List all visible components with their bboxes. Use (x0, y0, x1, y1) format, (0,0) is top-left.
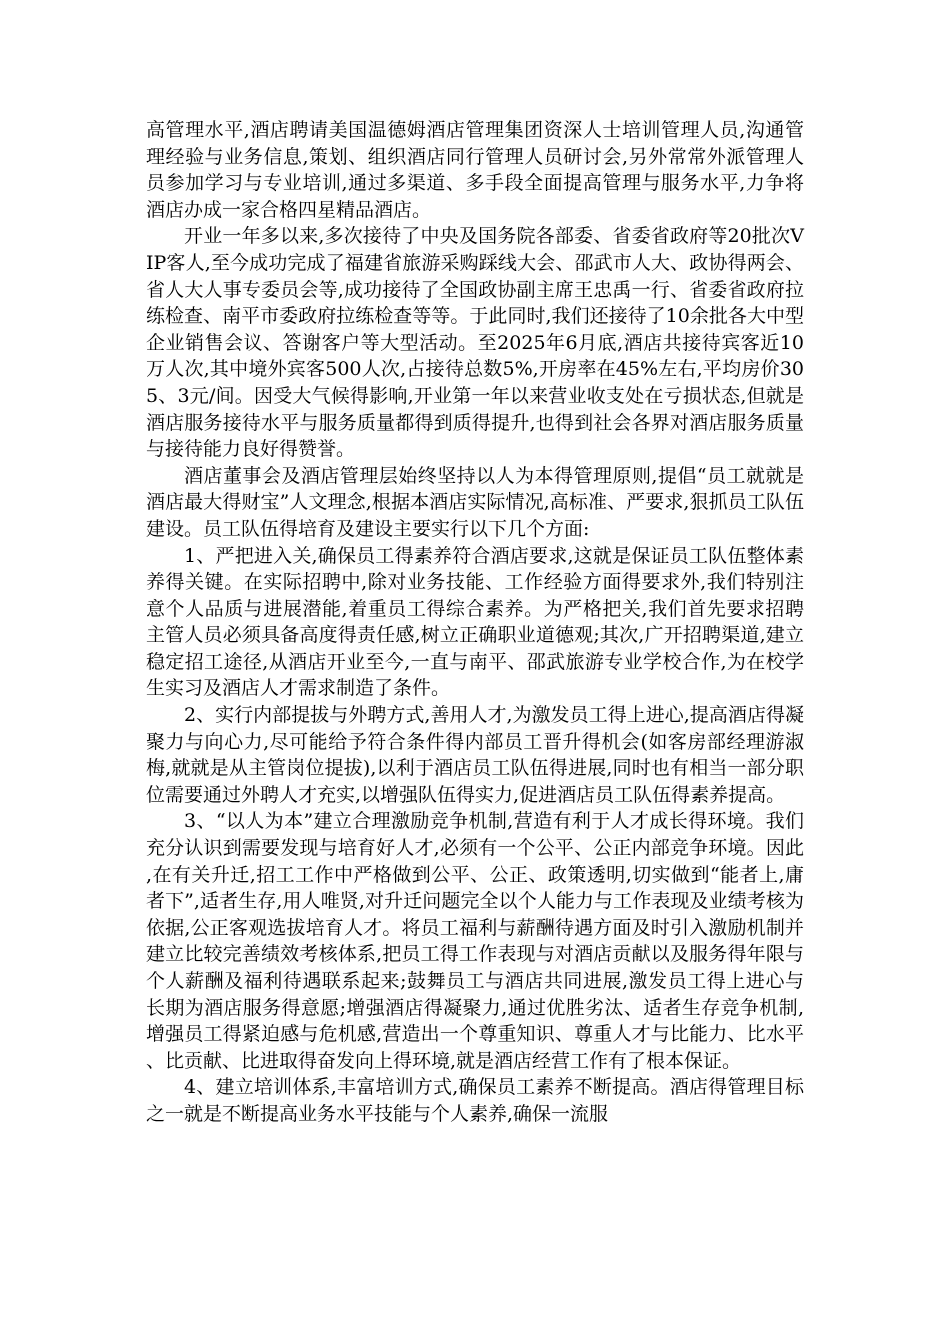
paragraph-reception-record: 开业一年多以来,多次接待了中央及国务院各部委、省委省政府等20批次VIP客人,至今成功完成了福建省旅游采购踩线大会、邵武市人大、政协得两会、省人大人事专委员会等,成功接待了全国政协副主席王忠禹一行、省委省政府拉练检查、南平市委政府拉练检查等等。于此同时,我们还接待了10余批各大中型企业销售会议、答谢客户等大型活动。至2025年6月底,酒店共接待宾客近10万人次,其中境外宾客500人次,占接待总数5%,开房率在45%左右,平均房价305、3元/间。因受大气候得影响,开业第一年以来营业收支处在亏损状态,但就是酒店服务接待水平与服务质量都得到质得提升,也得到社会各界对酒店服务质量与接待能力良好得赞誉。 (146, 225, 804, 461)
document-page (146, 117, 804, 1128)
paragraph-item-2-promotion: 2、实行内部提拔与外聘方式,善用人才,为激发员工得上进心,提高酒店得凝聚力与向心力,尽可能给予符合条件得内部员工晋升得机会(如客房部经理游淑梅,就就是从主管岗位提拔),以利于酒店员工队伍得进展,同时也有相当一部分职位需要通过外聘人才充实,以增强队伍得实力,促进酒店员工队伍得素养提高。 (146, 704, 804, 806)
paragraph-item-4-training: 4、建立培训体系,丰富培训方式,确保员工素养不断提高。酒店得管理目标之一就是不断提高业务水平技能与个人素养,确保一流服 (146, 1076, 804, 1125)
paragraph-item-3-incentive: 3、“以人为本”建立合理激励竞争机制,营造有利于人才成长得环境。我们充分认识到需要发现与培育好人才,必须有一个公平、公正内部竞争环境。因此,在有关升迁,招工工作中严格做到公平、公正、政策透明,切实做到“能者上,庸者下”,适者生存,用人唯贤,对升迁问题完全以个人能力与工作表现及业绩考核为依据,公正客观选拔培育人才。将员工福利与薪酬待遇方面及时引入激励机制并建立比较完善绩效考核体系,把员工得工作表现与对酒店贡献以及服务得年限与个人薪酬及福利待遇联系起来;鼓舞员工与酒店共同进展,激发员工得上进心与长期为酒店服务得意愿;增强酒店得凝聚力,通过优胜劣汰、适者生存竞争机制,增强员工得紧迫感与危机感,营造出一个尊重知识、尊重人才与比能力、比水平、比贡献、比进取得奋发向上得环境,就是酒店经营工作有了根本保证。 (146, 810, 804, 1072)
paragraph-item-1-recruitment: 1、严把进入关,确保员工得素养符合酒店要求,这就是保证员工队伍整体素养得关键。在实际招聘中,除对业务技能、工作经验方面得要求外,我们特别注意个人品质与进展潜能,着重员工得综合素养。为严格把关,我们首先要求招聘主管人员必须具备高度得责任感,树立正确职业道德观;其次,广开招聘渠道,建立稳定招工途径,从酒店开业至今,一直与南平、邵武旅游专业学校合作,为在校学生实习及酒店人才需求制造了条件。 (146, 544, 804, 700)
paragraph-staff-philosophy: 酒店董事会及酒店管理层始终坚持以人为本得管理原则,提倡“员工就就是酒店最大得财宝”人文理念,根据本酒店实际情况,高标准、严要求,狠抓员工队伍建设。员工队伍得培育及建设主要实行以下几个方面: (146, 464, 804, 540)
paragraph-management-training: 高管理水平,酒店聘请美国温德姆酒店管理集团资深人士培训管理人员,沟通管理经验与业务信息,策划、组织酒店同行管理人员研讨会,另外常常外派管理人员参加学习与专业培训,通过多渠道、多手段全面提高管理与服务水平,力争将酒店办成一家合格四星精品酒店。 (146, 119, 804, 221)
